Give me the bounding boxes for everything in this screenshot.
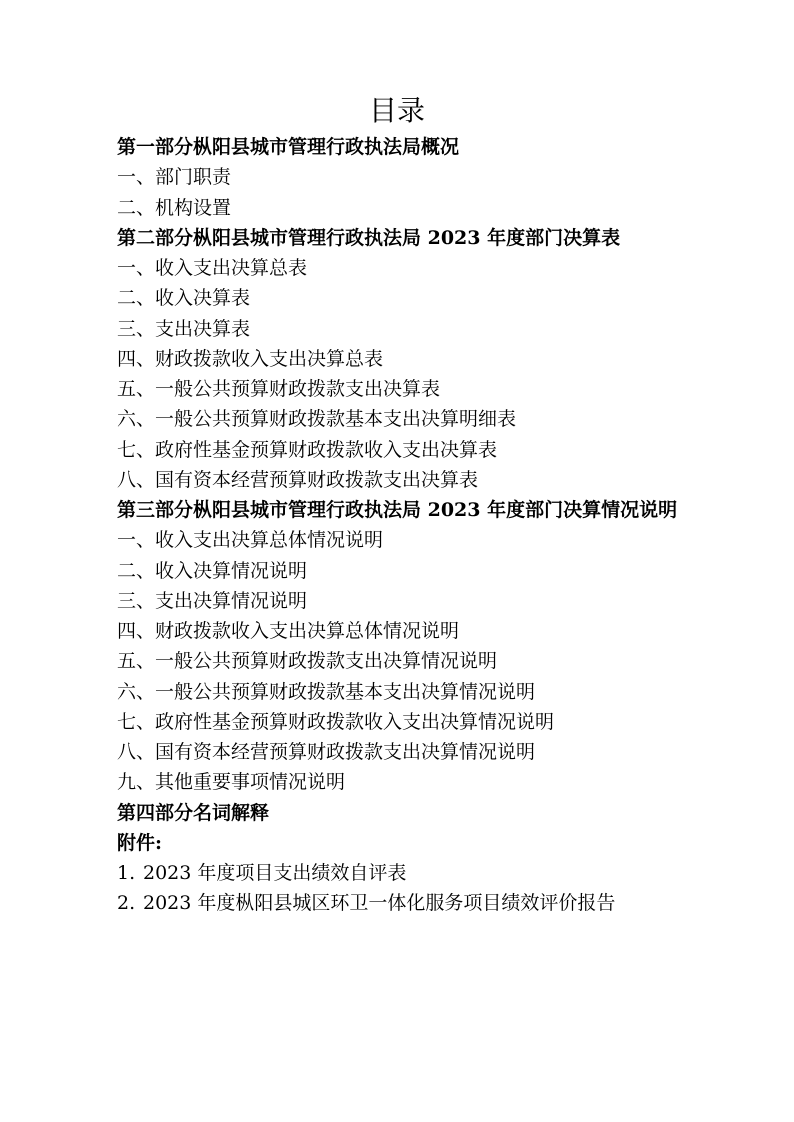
attachment-number: 1. — [117, 862, 136, 884]
toc-part3-heading: 第三部分枞阳县城市管理行政执法局 2023 年度部门决算情况说明 — [117, 499, 678, 521]
attachment-item — [117, 858, 777, 888]
toc-item: 一、收入支出决算总表 — [117, 257, 308, 279]
toc-item: 一、收入支出决算总体情况说明 — [117, 529, 384, 552]
toc-item: 七、政府性基金预算财政拨款收入支出决算情况说明 — [117, 710, 555, 733]
toc-part1-heading: 第一部分枞阳县城市管理行政执法局概况 — [117, 136, 460, 158]
attachment-title: 2023 年度项目支出绩效自评表 — [143, 862, 407, 884]
attachment-item — [117, 888, 777, 918]
toc-item: 二、收入决算情况说明 — [117, 559, 308, 582]
toc-item: 五、一般公共预算财政拨款支出决算情况说明 — [117, 650, 498, 673]
attachment-number: 2. — [117, 892, 136, 915]
toc-item: 一、部门职责 — [117, 166, 232, 189]
toc-item: 三、支出决算情况说明 — [117, 589, 308, 612]
toc-item: 七、政府性基金预算财政拨款收入支出决算表 — [117, 438, 498, 461]
toc-item: 六、一般公共预算财政拨款基本支出决算情况说明 — [117, 680, 536, 703]
toc-item: 二、机构设置 — [117, 196, 232, 219]
attachment-title: 2023 年度枞阳县城区环卫一体化服务项目绩效评价报告 — [143, 892, 616, 915]
toc-part4-heading: 第四部分名词解释 — [117, 801, 270, 824]
toc-item: 四、财政拨款收入支出决算总体情况说明 — [117, 620, 460, 642]
toc-item: 五、一般公共预算财政拨款支出决算表 — [117, 378, 441, 400]
toc-item: 九、其他重要事项情况说明 — [117, 771, 346, 794]
table-of-contents — [117, 132, 777, 919]
page-title: 目录 — [368, 94, 425, 127]
attachments — [117, 828, 777, 919]
toc-item: 四、财政拨款收入支出决算总表 — [117, 347, 384, 370]
toc-item: 八、国有资本经营预算财政拨款支出决算情况说明 — [117, 741, 536, 763]
attachments-heading: 附件: — [117, 831, 163, 854]
toc-part2-heading: 第二部分枞阳县城市管理行政执法局 2023 年度部门决算表 — [117, 226, 621, 249]
toc-item: 二、收入决算表 — [117, 287, 251, 310]
toc-item: 八、国有资本经营预算财政拨款支出决算表 — [117, 468, 479, 491]
toc-item: 三、支出决算表 — [117, 317, 251, 340]
toc-item: 六、一般公共预算财政拨款基本支出决算明细表 — [117, 408, 517, 431]
